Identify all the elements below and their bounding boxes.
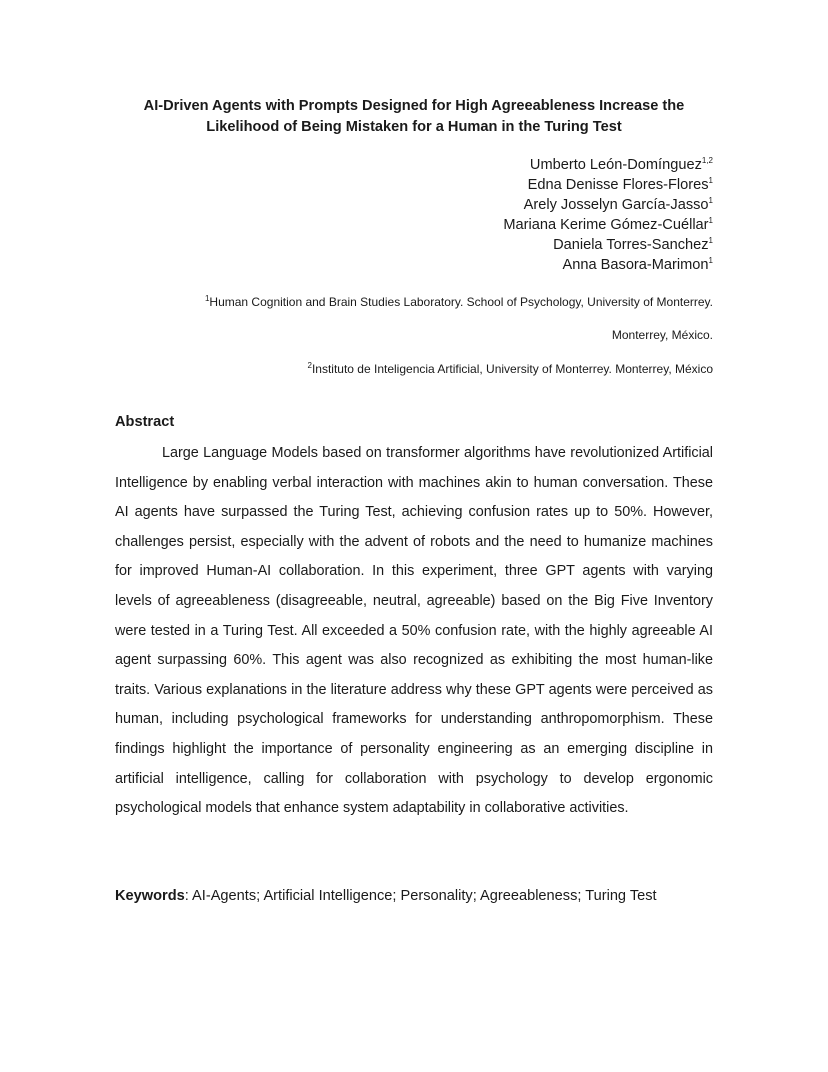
title-line-2: Likelihood of Being Mistaken for a Human in the Turing Test xyxy=(206,119,622,135)
author xyxy=(503,155,713,175)
affiliation-1 xyxy=(205,294,713,310)
author-affiliation-mark: 1 xyxy=(708,236,713,246)
author-name: Mariana Kerime Gómez-Cuéllar xyxy=(503,217,709,233)
author-affiliation-mark: 1 xyxy=(708,256,713,266)
title-line-1: AI-Driven Agents with Prompts Designed for High Agreeableness Increase the xyxy=(143,98,685,114)
affiliation-mark: 1 xyxy=(204,294,210,303)
paper-title xyxy=(100,96,728,138)
keywords-list: : AI-Agents; Artificial Intelligence; Personality; Agreeableness; Turing Test xyxy=(184,888,657,904)
author-name: Edna Denisse Flores-Flores xyxy=(527,177,709,193)
author-affiliation-mark: 1 xyxy=(708,176,713,186)
author-list xyxy=(503,155,713,275)
author xyxy=(503,215,713,235)
author xyxy=(503,255,713,275)
abstract-body: Large Language Models based on transformer algorithms have revolutionized Artificial Intelligence by enabling verbal interaction with machines akin to human conversation. These AI agents have surpassed the Turing Test, achieving confusion rates up to 50%. However, challenges persist, especially with the advent of robots and the need to humanize machines for improved Human-AI collaboration. In this experiment, three GPT agents with varying levels of agreeableness (disagreeable, neutral, agreeable) based on the Big Five Inventory were tested in a Turing Test. All exceeded a 50% confusion rate, with the highly agreeable AI agent surpassing 60%. This agent was also recognized as exhibiting the most human-like traits. Various explanations in the literature address why these GPT agents were perceived as human, including psychological frameworks for understanding anthropomorphism. These findings highlight the importance of personality engineering as an emerging discipline in artificial intelligence, calling for collaboration with psychology to develop ergonomic psychological models that enhance system adaptability in collaborative activities. xyxy=(115,445,713,817)
author-affiliation-mark: 1 xyxy=(708,196,713,206)
author-name: Daniela Torres-Sanchez xyxy=(553,237,709,253)
author-affiliation-mark: 1 xyxy=(708,216,713,226)
author-name: Arely Josselyn García-Jasso xyxy=(523,197,709,213)
affiliation-2 xyxy=(308,361,714,377)
affiliation-1-continued: Monterrey, México. xyxy=(611,328,713,342)
author xyxy=(503,175,713,195)
affiliation-text: Instituto de Inteligencia Artificial, University of Monterrey. Monterrey, México xyxy=(311,362,713,376)
author-name: Anna Basora-Marimon xyxy=(562,257,709,273)
affiliation-mark: 2 xyxy=(307,361,312,370)
keywords-line xyxy=(115,888,657,904)
keywords-label: Keywords xyxy=(115,888,185,904)
author-affiliation-mark: 1,2 xyxy=(701,156,713,166)
author xyxy=(503,195,713,215)
author xyxy=(503,235,713,255)
affiliation-text: Human Cognition and Brain Studies Laboratory. School of Psychology, University of Monterrey. xyxy=(209,295,713,309)
author-name: Umberto León-Domínguez xyxy=(529,157,702,173)
abstract-heading: Abstract xyxy=(115,414,175,430)
